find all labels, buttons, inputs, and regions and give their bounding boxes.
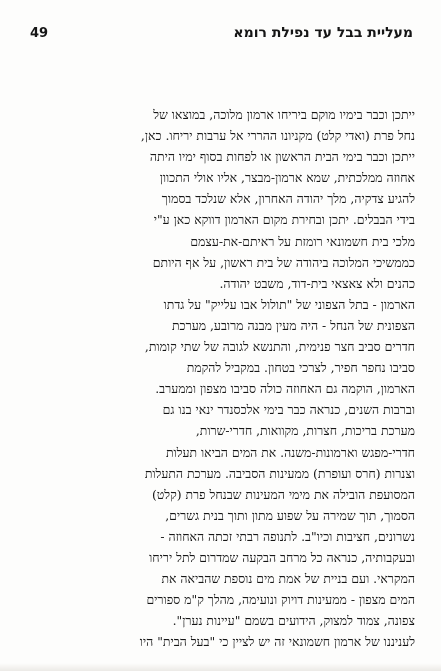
- text-line: המסועפת הובילה את מימי המעינות שבנחל פרת (קלט): [151, 486, 415, 502]
- text-line: המקראי. ועם בניית של אמת מים נוספת שהביאה את: [161, 571, 415, 587]
- body-text: [28, 104, 415, 652]
- text-line: נחל פרת (ואדי קלט) מקניונו ההררי אל ערבות יריחו. כאן,: [140, 128, 415, 144]
- text-line: מלכי בית חשמונאי רומזת על ראיתם-את-עצמם: [190, 233, 415, 249]
- text-line: הארמון - בתל הצפוני של "תולול אבו עלייק" על גדתו: [163, 296, 415, 312]
- text-line: הסמוך, תוך שמירה על שפוע מתון ותוך בנית גשרים,: [165, 507, 415, 523]
- text-line: צפונה, צמוד למצוק, הידועים בשמם "עיינות נערן".: [172, 613, 415, 629]
- text-line: חדרי-מפגש וארמונות-משנה. את המים הביאו תעלות: [165, 444, 415, 460]
- text-line: בידי הבבלים. יתכן ובחירת מקום הארמון דווקא כאן ע"י: [153, 212, 415, 228]
- text-line: הצפונית של הנחל - היה מעין מבנה מרובע, מערכת: [172, 317, 415, 333]
- page-header: [30, 26, 413, 46]
- text-line: אחוזה ממלכתית, שמא ארמון-מבצר, אליו אולי התכוון: [159, 170, 415, 186]
- text-line: חדרים סביב חצר פנימית, והתנשא לגובה של שתי קומות,: [144, 339, 415, 355]
- page-bottom-edge: [0, 663, 441, 671]
- text-line: הארמון, הוקמה גם האחוזה כולה סביבו מצפון וממערב.: [155, 381, 415, 397]
- text-line: וברבות השנים, כנראה כבר בימי אלכסנדר ינאי בנו גם: [162, 402, 415, 418]
- text-line: ייתכן וכבר בימיו מוקם ביריחו ארמון מלוכה, במוצאו של: [153, 107, 415, 122]
- running-title: מעליית בבל עד נפילת רומא: [233, 25, 413, 41]
- text-line: להגיע צדקיה, מלך יהודה האחרון, אלא שנלכד בסמוך: [161, 191, 415, 207]
- text-line: וצנרות (חרס ועופרת) ממעינות הסביבה. מערכת התעלות: [144, 465, 415, 481]
- text-line: המים מצפון - ממעינות דויוק ונועימה, מהלך ק"מ ספורים: [146, 592, 415, 608]
- text-line: לעניננו של ארמון חשמונאי זה יש לציין כי "בעל הבית" היו: [139, 634, 415, 650]
- text-line: נשרונים, חציבות וכיו"ב. לתנופה רבתי זכתה האחוזה -: [160, 528, 415, 544]
- text-line: ובעקבותיה, כנראה כל מרחב הבקעה שמדרום לתל יריחו: [149, 549, 415, 565]
- text-line: מערכת בריכות, חצרות, מקוואות, חדרי-שרות,: [195, 423, 415, 439]
- text-line: סביבו נחפר חפיר, לצרכי בטחון. במקביל להקמת: [186, 360, 415, 376]
- text-line: כממשיכי המלוכה ביהודה של בית ראשון, על אף היותם: [152, 254, 415, 270]
- page-number: 49: [30, 26, 49, 41]
- text-line: ייתכן וכבר בימי הבית הראשון או לפחות בסוף ימיו היתה: [149, 149, 415, 165]
- text-line: כהנים ולא צאצאי בית-דוד, משבט יהודה.: [219, 275, 415, 291]
